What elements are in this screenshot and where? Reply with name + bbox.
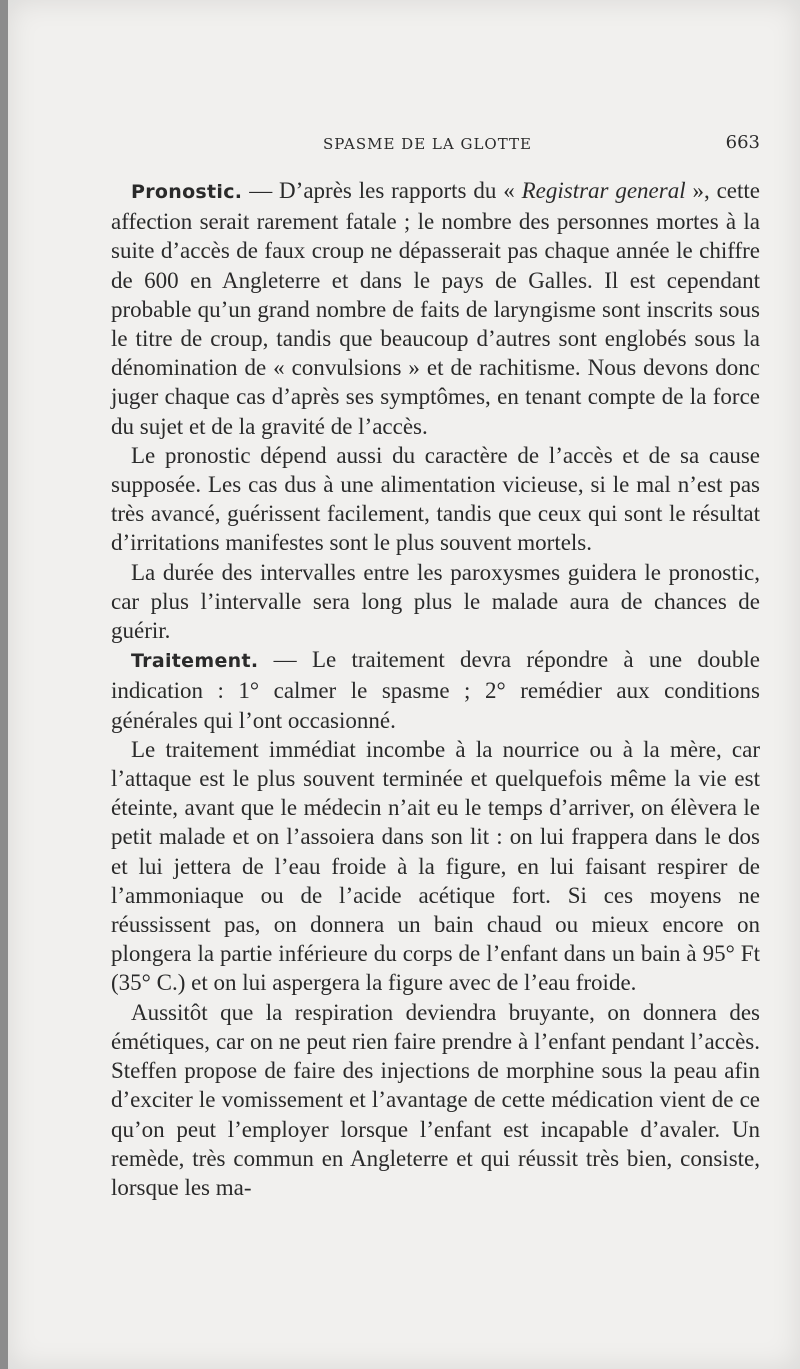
paragraph: Aussitôt que la respiration deviendra bruyante, on donnera des émétiques, car on ne peut rien faire prendre à l’enfant pendant l’accès. Steffen propose de faire des injections de morphine sous la peau afin d’exciter le vomissement et l’avantage de cette médication vient de ce qu’on peut l’employer lorsque l’enfant est incapable d’avaler. Un remède, très commun en Angleterre et qui réussit très bien, consiste, lorsque les ma-: [111, 999, 760, 1200]
section-label-traitement: Traitement.: [131, 650, 259, 673]
section-label-pronostic: Pronostic.: [131, 181, 243, 203]
paragraph-traitement: [111, 645, 760, 735]
page-number: 663: [725, 132, 760, 153]
paragraph-text: — Le traitement devra répondre à une double indication : 1° calmer le spasme ; 2° remédier aux conditions générales qui l’ont occasionné.: [111, 647, 760, 733]
paragraph-pronostic: [111, 176, 760, 441]
paragraph: La durée des intervalles entre les paroxysmes guidera le pronostic, car plus l’intervalle sera long plus le malade aura de chances de guérir.: [111, 559, 760, 644]
body-text: [111, 176, 760, 1202]
paragraph: Le traitement immédiat incombe à la nourrice ou à la mère, car l’attaque est le plus souvent terminée et quelquefois même la vie est éteinte, avant que le médecin n’ait eu le temps d’arriver, on élèvera le petit malade et on l’assoiera dans son lit : on lui frappera dans le dos et lui jettera de l’eau froide à la figure, en lui faisant respirer de l’ammoniaque ou de l’acide acétique fort. Si ces moyens ne réussissent pas, on donnera un bain chaud ou mieux encore on plongera la partie inférieure du corps de l’enfant dans un bain à 95° Ft (35° C.) et on lui aspergera la figure avec de l’eau froide.: [111, 736, 760, 996]
running-head: [108, 132, 760, 156]
italic-title: Registrar general: [521, 178, 686, 203]
paragraph: Le pronostic dépend aussi du caractère de l’accès et de sa cause supposée. Les cas dus à une alimentation vicieuse, si le mal n’est pas très avancé, guérissent facilement, tandis que ceux qui sont le résultat d’irritations manifestes sont le plus souvent mortels.: [111, 442, 760, 556]
paragraph-text: — D’après les rapports du «: [242, 178, 522, 203]
running-title: SPASME DE LA GLOTTE: [323, 135, 532, 153]
paragraph-text: », cette affection serait rarement fatale ; le nombre des personnes mortes à la suite d’accès de faux croup ne dépasserait pas chaque année le chiffre de 600 en Angleterre et dans le pays de Galles. Il est cependant probable qu’un grand nombre de faits de laryngisme sont inscrits sous le titre de croup, tandis que beaucoup d’autres sont englobés sous la dénomination de « convulsions » et de rachitisme. Nous devons donc juger chaque cas d’après ses symptômes, en tenant compte de la force du sujet et de la gravité de l’accès.: [111, 178, 760, 439]
book-page: [8, 0, 800, 1369]
